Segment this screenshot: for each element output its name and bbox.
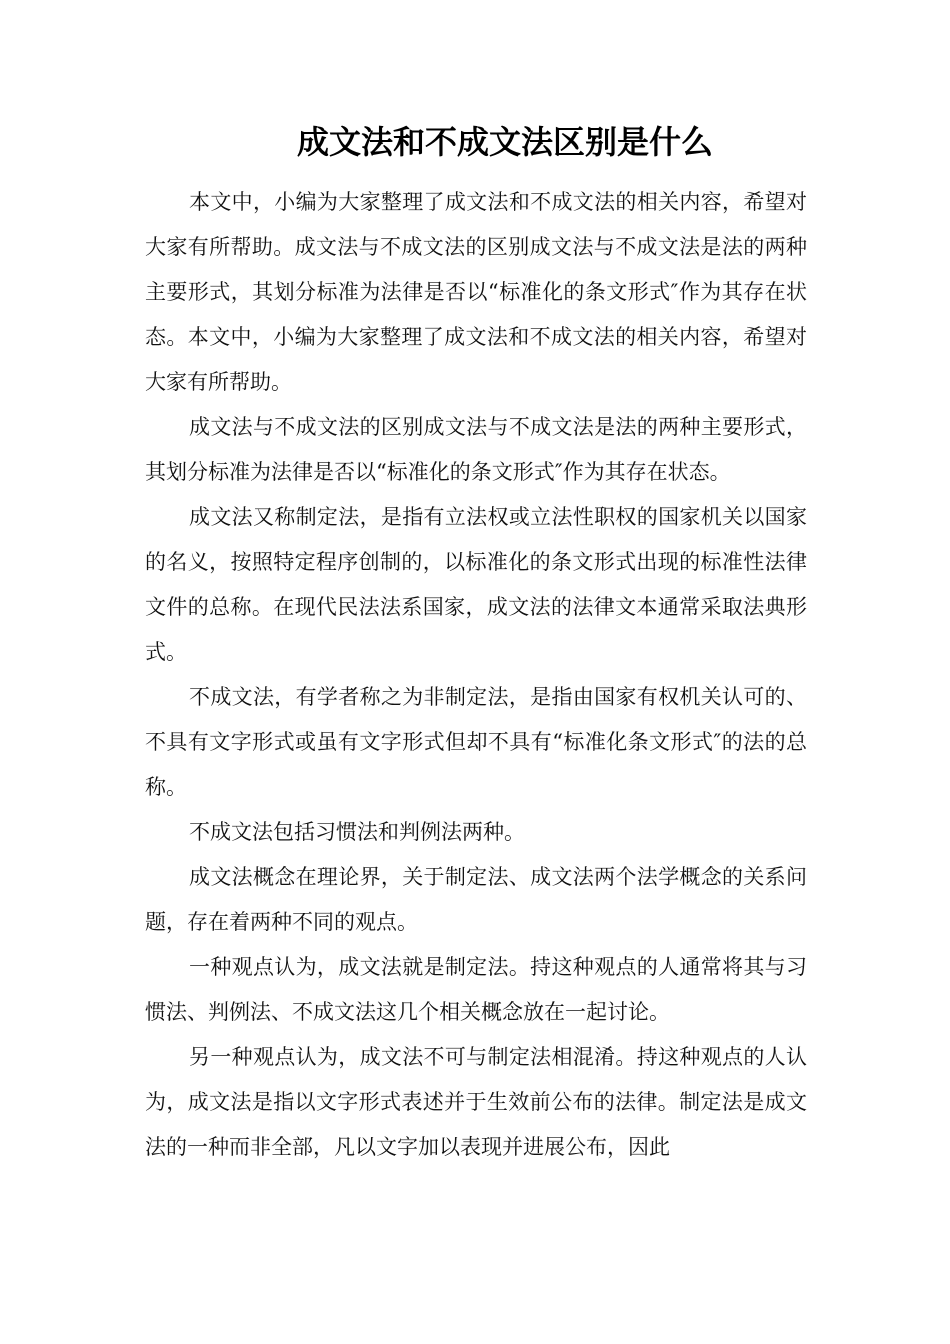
paragraph: 成文法概念在理论界，关于制定法、成文法两个法学概念的关系问题，存在着两种不同的观点。 [145, 865, 807, 934]
paragraph: 不成文法，有学者称之为非制定法，是指由国家有权机关认可的、不具有文字形式或虽有文字形式但却不具有“标准化条文形式″的法的总称。 [145, 685, 807, 799]
paragraph: 成文法与不成文法的区别成文法与不成文法是法的两种主要形式，其划分标准为法律是否以“标准化的条文形式″作为其存在状态。 [145, 415, 807, 484]
document-title: 成文法和不成文法区别是什么 [296, 123, 713, 161]
document-body [145, 180, 807, 1170]
paragraph: 成文法又称制定法，是指有立法权或立法性职权的国家机关以国家的名义，按照特定程序创制的，以标准化的条文形式出现的标准性法律文件的总称。在现代民法法系国家，成文法的法律文本通常采取法典形式。 [145, 505, 807, 664]
paragraph: 不成文法包括习惯法和判例法两种。 [189, 820, 525, 844]
paragraph: 本文中，小编为大家整理了成文法和不成文法的相关内容，希望对大家有所帮助。成文法与不成文法的区别成文法与不成文法是法的两种主要形式，其划分标准为法律是否以“标准化的条文形式″作为其存在状态。本文中，小编为大家整理了成文法和不成文法的相关内容，希望对大家有所帮助。 [145, 190, 807, 394]
paragraph: 一种观点认为，成文法就是制定法。持这种观点的人通常将其与习惯法、判例法、不成文法这几个相关概念放在一起讨论。 [145, 955, 807, 1024]
paragraph: 另一种观点认为，成文法不可与制定法相混淆。持这种观点的人认为，成文法是指以文字形式表述并于生效前公布的法律。制定法是成文法的一种而非全部，凡以文字加以表现并进展公布，因此 [145, 1045, 807, 1159]
